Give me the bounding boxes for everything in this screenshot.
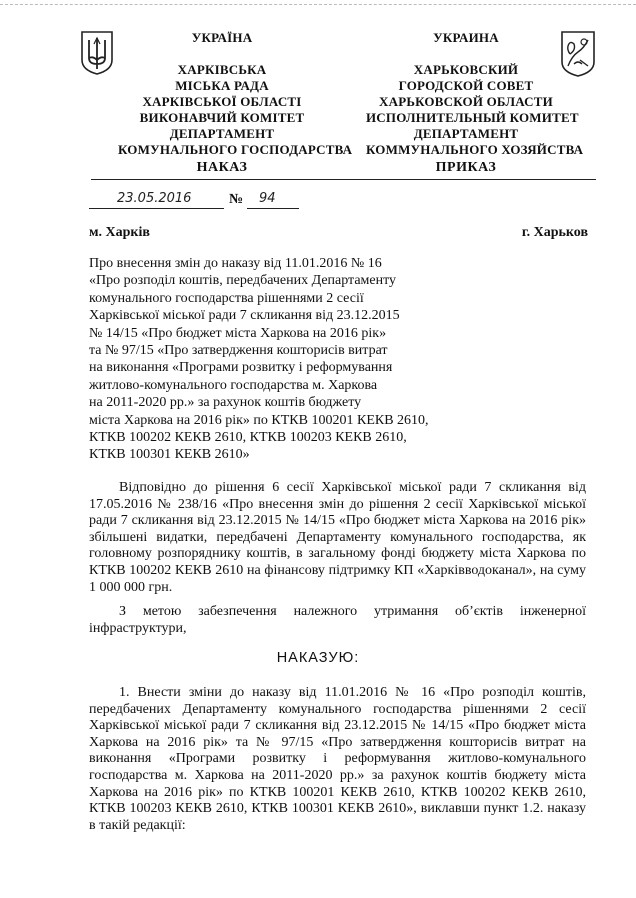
number-label: № (229, 192, 244, 207)
body-paragraph-1: Відповідно до рішення 6 сесії Харківської міської ради 7 скликання від 17.05.2016 № 238/16 «Про внесення змін до рішення 2 сесії Харківської міської ради 7 скликання від 23.12.2015 № 14/15 «Про бюджет міста Харкова на 2016 рік» збільшені видатки, передбачені Департаменту комунального господарства, як головному розпоряднику коштів, в загальному фонді бюджету міста Харкова по КТКВ 100202 КЕКВ 2610 на фінансову підтримку КП «Харківводоканал», на суму 1 000 000 грн. (89, 480, 586, 595)
subject-line: та № 97/15 «Про затвердження кошторисів витрат (89, 343, 388, 359)
org-line: ХАРЬКОВСКИЙ (413, 62, 519, 77)
order-item-1: 1. Внести зміни до наказу від 11.01.2016 № 16 «Про розподіл коштів, передбачених Департаменту комунального господарства рішеннями 2 сесії Харківської міської ради 7 скликання від 23.12.2015 № 14/15 «Про бюджет міста Харкова на 2016 рік» та № 97/15 «Про затвердження кошторисів витрат на виконання «Програми розвитку і реформування житлово-комунального господарства м. Харкова на 2011-2020 рр.» за рахунок коштів бюджету міста Харкова на 2016 рік» по КТКВ 100201 КЕКВ 2610, КТКВ 100202 КЕКВ 2610, КТКВ 100203 КЕКВ 2610, КТКВ 100301 КЕКВ 2610», виклавши пункт 1.2. наказу в такій редакції: (89, 685, 586, 833)
doc-type-ru: ПРИКАЗ (435, 160, 497, 175)
org-line: ХАРЬКОВСКОЙ ОБЛАСТИ (379, 94, 553, 109)
subject-line: на 2011-2020 рр.» за рахунок коштів бюджету (89, 395, 362, 411)
org-line: МІСЬКА РАДА (175, 78, 269, 93)
date-underline (89, 208, 224, 209)
country-name-uk: УКРАЇНА (191, 30, 253, 45)
header-ru (366, 30, 584, 158)
org-line: ГОРОДСКОЙ СОВЕТ (398, 78, 534, 93)
org-line: КОММУНАЛЬНОГО ХОЗЯЙСТВА (366, 142, 584, 157)
org-line: ДЕПАРТАМЕНТ (413, 126, 519, 141)
order-subject (89, 255, 429, 464)
org-line: ДЕПАРТАМЕНТ (169, 126, 275, 141)
order-date: 23.05.2016 (117, 191, 192, 206)
subject-line: міста Харкова на 2016 рік» по КТКВ 100201 КЕКВ 2610, (89, 412, 429, 428)
order-word: НАКАЗУЮ: (276, 650, 360, 666)
city-uk: м. Харків (89, 225, 150, 240)
number-underline (247, 208, 299, 209)
subject-line: Про внесення змін до наказу від 11.01.2016 № 16 (89, 256, 382, 271)
scan-edge-top (0, 4, 636, 5)
subject-line: КТКВ 100301 КЕКВ 2610» (89, 447, 250, 463)
subject-line: на виконання «Програми розвитку і реформування (89, 360, 393, 376)
subject-line: комунального господарства рішеннями 2 сесії (89, 290, 364, 306)
subject-line: КТКВ 100202 КЕКВ 2610, КТКВ 100203 КЕКВ 2610, (89, 430, 407, 446)
subject-line: житлово-комунального господарства м. Харкова (89, 377, 378, 393)
org-line: ХАРКІВСЬКОЇ ОБЛАСТІ (142, 94, 302, 109)
header-uk (118, 30, 353, 158)
header-divider (91, 179, 596, 180)
country-name-ru: УКРАИНА (433, 30, 499, 45)
subject-line: Харківської міської ради 7 скликання від 23.12.2015 (89, 308, 400, 324)
trident-emblem-icon (80, 30, 114, 76)
city-ru: г. Харьков (521, 225, 588, 240)
body-paragraph-2: З метою забезпечення належного утримання об’єктів інженерної інфраструктури, (89, 604, 586, 636)
order-date-number (89, 189, 304, 213)
org-line: ХАРКІВСЬКА (177, 62, 267, 77)
org-line: ИСПОЛНИТЕЛЬНЫЙ КОМИТЕТ (366, 110, 579, 125)
order-number: 94 (259, 191, 276, 206)
subject-line: № 14/15 «Про бюджет міста Харкова на 2016 рік» (89, 325, 387, 341)
org-line: ВИКОНАВЧИЙ КОМІТЕТ (139, 110, 305, 125)
org-line: КОМУНАЛЬНОГО ГОСПОДАРСТВА (118, 142, 353, 157)
subject-line: «Про розподіл коштів, передбачених Департаменту (89, 273, 397, 289)
doc-type-uk: НАКАЗ (196, 160, 248, 175)
